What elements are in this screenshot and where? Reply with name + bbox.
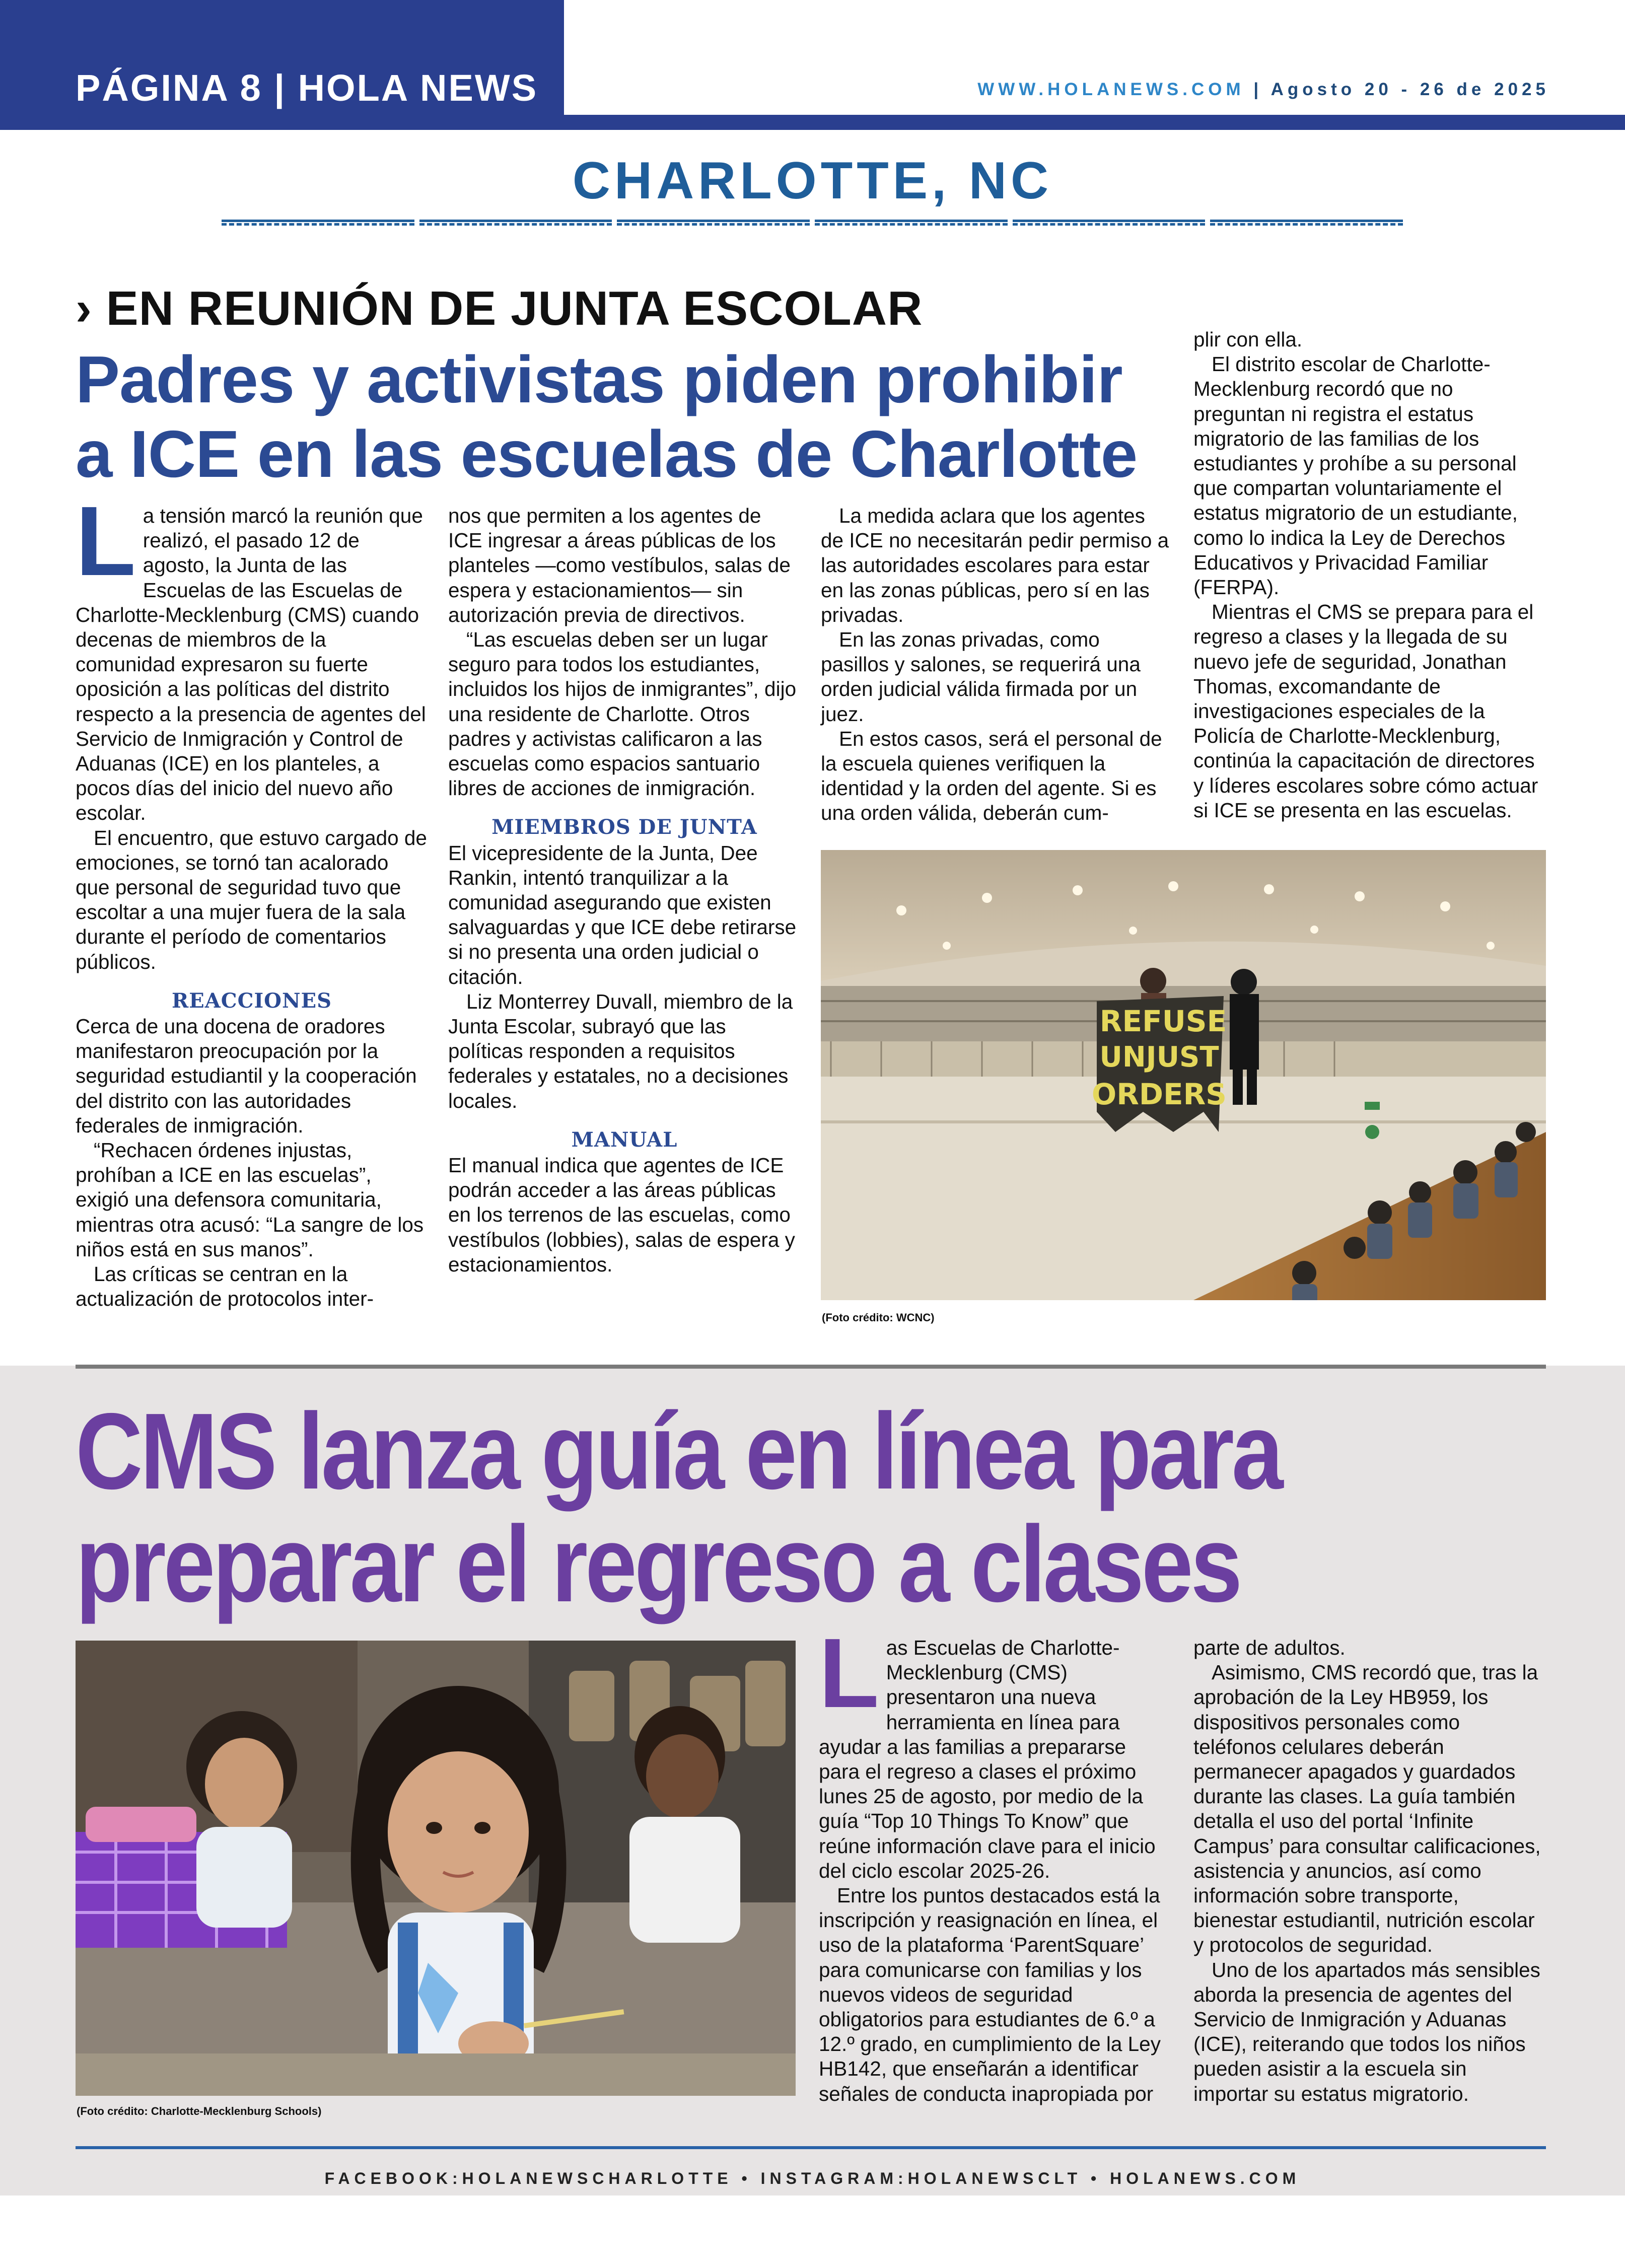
article1-paragraph: Liz Monterrey Duvall, miembro de la Junta Escolar, subrayó que las políticas responden a requisitos federales y estatales, no a decisiones locales. [448,989,793,1112]
article1-paragraph: En las zonas privadas, como pasillos y salones, se requerirá una orden judicial válida firmada por un juez. [821,628,1141,726]
article2-headline [76,1390,1358,1624]
article1-kicker: › EN REUNIÓN DE JUNTA ESCOLAR [76,281,923,335]
article2-paragraph: Entre los puntos destacados está la inscripción y reasignación en línea, el uso de la plataforma ‘ParentSquare’ para comunicarse con familias y los nuevos videos de seguridad obligatorios para estudiantes de 6.º a 12.º grado, en cumplimiento de la Ley HB142, que enseñarán a identificar señales de conducta inapropiada por [819,1884,1161,2105]
page-header-tab [0,0,564,117]
photo-credit: (Foto crédito: WCNC) [822,1311,935,1324]
header-info [977,80,1549,100]
panel-top-rule [76,1365,1546,1369]
classroom-photo [76,1641,796,2096]
article1-paragraph: El distrito escolar de Charlotte-Mecklenburg recordó que no preguntan ni registra el estatus migratorio de las familias de los estudiantes y prohíbe a su personal que compartan voluntariamente el estatus migratorio de un estudiante, como lo indica la Ley de Derechos Educativos y Privacidad Familiar (FERPA). [1193,352,1518,599]
article2-paragraph: Asimismo, CMS recordó que, tras la aprobación de la Ley HB959, los dispositivos personales como teléfonos celulares deberán permanecer apagados y guardados durante las clases. La guía también detalla el uso del portal ‘Infinite Campus’ para consultar calificaciones, asistencia y anuncios, así como información sobre transporte, bienestar estudiantil, nutrición escolar y protocolos de seguridad. [1193,1661,1541,1957]
article1-column-1 [76,486,428,1312]
header-separator: | [1244,80,1271,99]
article2-column-1 [819,1618,1171,2106]
section-rule [222,220,1403,226]
article1-paragraph: Las críticas se centran en la actualización de protocolos inter- [76,1262,374,1311]
article1-headline-line1: Padres y activistas piden prohibir [76,342,1122,416]
article1-paragraph: Mientras el CMS se prepara para el regreso a clases y la llegada de su nuevo jefe de seguridad, Jonathan Thomas, excomandante de investigaciones especiales de la Policía de Charlotte-Mecklenburg, continúa la capacitación de directores y líderes escolares sobre cómo actuar si ICE se presenta en las escuelas. [1193,600,1538,822]
footer-social-links[interactable]: FACEBOOK:HOLANEWSCHARLOTTE • INSTAGRAM:HOLANEWSCLT • HOLANEWS.COM [324,2169,1301,2187]
header-bar [0,115,1625,130]
banner-line-1: REFUSE [1099,1004,1227,1038]
subhead-reacciones: REACCIONES [172,988,332,1013]
article1-lede: La tensión marcó la reunión que realizó, el pasado 12 de agosto, la Junta de las Escuelas de las Escuelas de Charlotte-Mecklenburg (CMS) cuando decenas de miembros de la comunidad expresaron su fuerte oposición a las políticas del distrito respecto a la presencia de agentes del Servicio de Inmigración y Control de Aduanas (ICE) en los planteles, a pocos días del inicio del nuevo año escolar. [76,486,426,825]
article1-paragraph: El manual indica que agentes de ICE podrán acceder a las áreas públicas en los terrenos de las escuelas, como vestíbulos (lobbies), salas de espera y estacionamientos. [448,1154,795,1276]
article1-paragraph: La medida aclara que los agentes de ICE no necesitarán pedir permiso a las autoridades escolares para estar en las zonas públicas, pero sí en las privadas. [821,504,1169,626]
article1-paragraph: Cerca de una docena de oradores manifestaron preocupación por la seguridad estudiantil y la cooperación del distrito con las autoridades federales de inmigración. [76,1015,417,1137]
board-meeting-photo [821,850,1546,1300]
article2-paragraph: parte de adultos. [1193,1636,1346,1659]
article1-paragraph: plir con ella. [1193,328,1303,351]
article1-paragraph: En estos casos, será el personal de la escuela quienes verifiquen la identidad y la orden del agente. Si es una orden válida, deberán cum- [821,727,1162,825]
photo-credit: (Foto crédito: Charlotte-Mecklenburg Schools) [77,2105,322,2117]
article2-column-2 [1193,1636,1546,2106]
article2-headline-line1: CMS lanza guía en línea para [76,1390,1281,1512]
article2-paragraph: Uno de los apartados más sensibles aborda la presencia de agentes del Servicio de Inmigración y Aduanas (ICE), reiterando que todos los niños pueden asistir a la escuela sin importar su estatus migratorio. [1193,1958,1540,2105]
article1-paragraph: nos que permiten a los agentes de ICE ingresar a áreas públicas de los planteles —como vestíbulos, salas de espera y estacionamientos— sin autorización previa de directivos. [448,504,791,626]
footer-rule [76,2146,1546,2149]
article1-column-3 [821,504,1173,826]
article1-paragraph: El vicepresidente de la Junta, Dee Rankin, intentó tranquilizar a la comunidad asegurando que existen salvaguardas y que ICE debe retirarse si no presenta una orden judicial o citación. [448,841,797,988]
subhead-manual: MANUAL [571,1127,678,1152]
article1-column-2 [448,504,801,1277]
article2-headline-line2: preparar el regreso a clases [76,1503,1240,1624]
article1-headline [76,342,1183,491]
article1-paragraph: El encuentro, que estuvo cargado de emociones, se tornó tan acalorado que personal de seguridad tuvo que escoltar a una mujer fuera de la sala durante el período de comentarios públicos. [76,826,427,973]
issue-date: Agosto 20 - 26 de 2025 [1270,80,1549,99]
article2-lede: Las Escuelas de Charlotte-Mecklenburg (CMS) presentaron una nueva herramienta en línea para ayudar a las familias a prepararse para el regreso a clases el próximo lunes 25 de agosto, por medio de la guía “Top 10 Things To Know” que reúne información clave para el inicio del ciclo escolar 2025-26. [819,1618,1156,1882]
page-label: PÁGINA 8 | HOLA NEWS [76,67,538,109]
section-title: CHARLOTTE, NC [572,152,1053,210]
article1-paragraph: “Rechacen órdenes injustas, prohíban a ICE en las escuelas”, exigió una defensora comunitaria, mientras otra acusó: “La sangre de los niños está en sus manos”. [76,1139,424,1261]
article1-column-4 [1193,327,1546,823]
subhead-miembros: MIEMBROS DE JUNTA [491,815,757,839]
banner-line-3: ORDERS [1091,1077,1227,1111]
site-url[interactable]: WWW.HOLANEWS.COM [977,80,1245,99]
article1-paragraph: “Las escuelas deben ser un lugar seguro para todos los estudiantes, incluidos los hijos de inmigrantes”, dijo una residente de Charlotte. Otros padres y activistas calificaron a las escuelas como espacios santuario libres de acciones de inmigración. [448,628,797,800]
banner-line-2: UNJUST [1099,1041,1219,1074]
article1-headline-line2: a ICE en las escuelas de Charlotte [76,417,1138,491]
